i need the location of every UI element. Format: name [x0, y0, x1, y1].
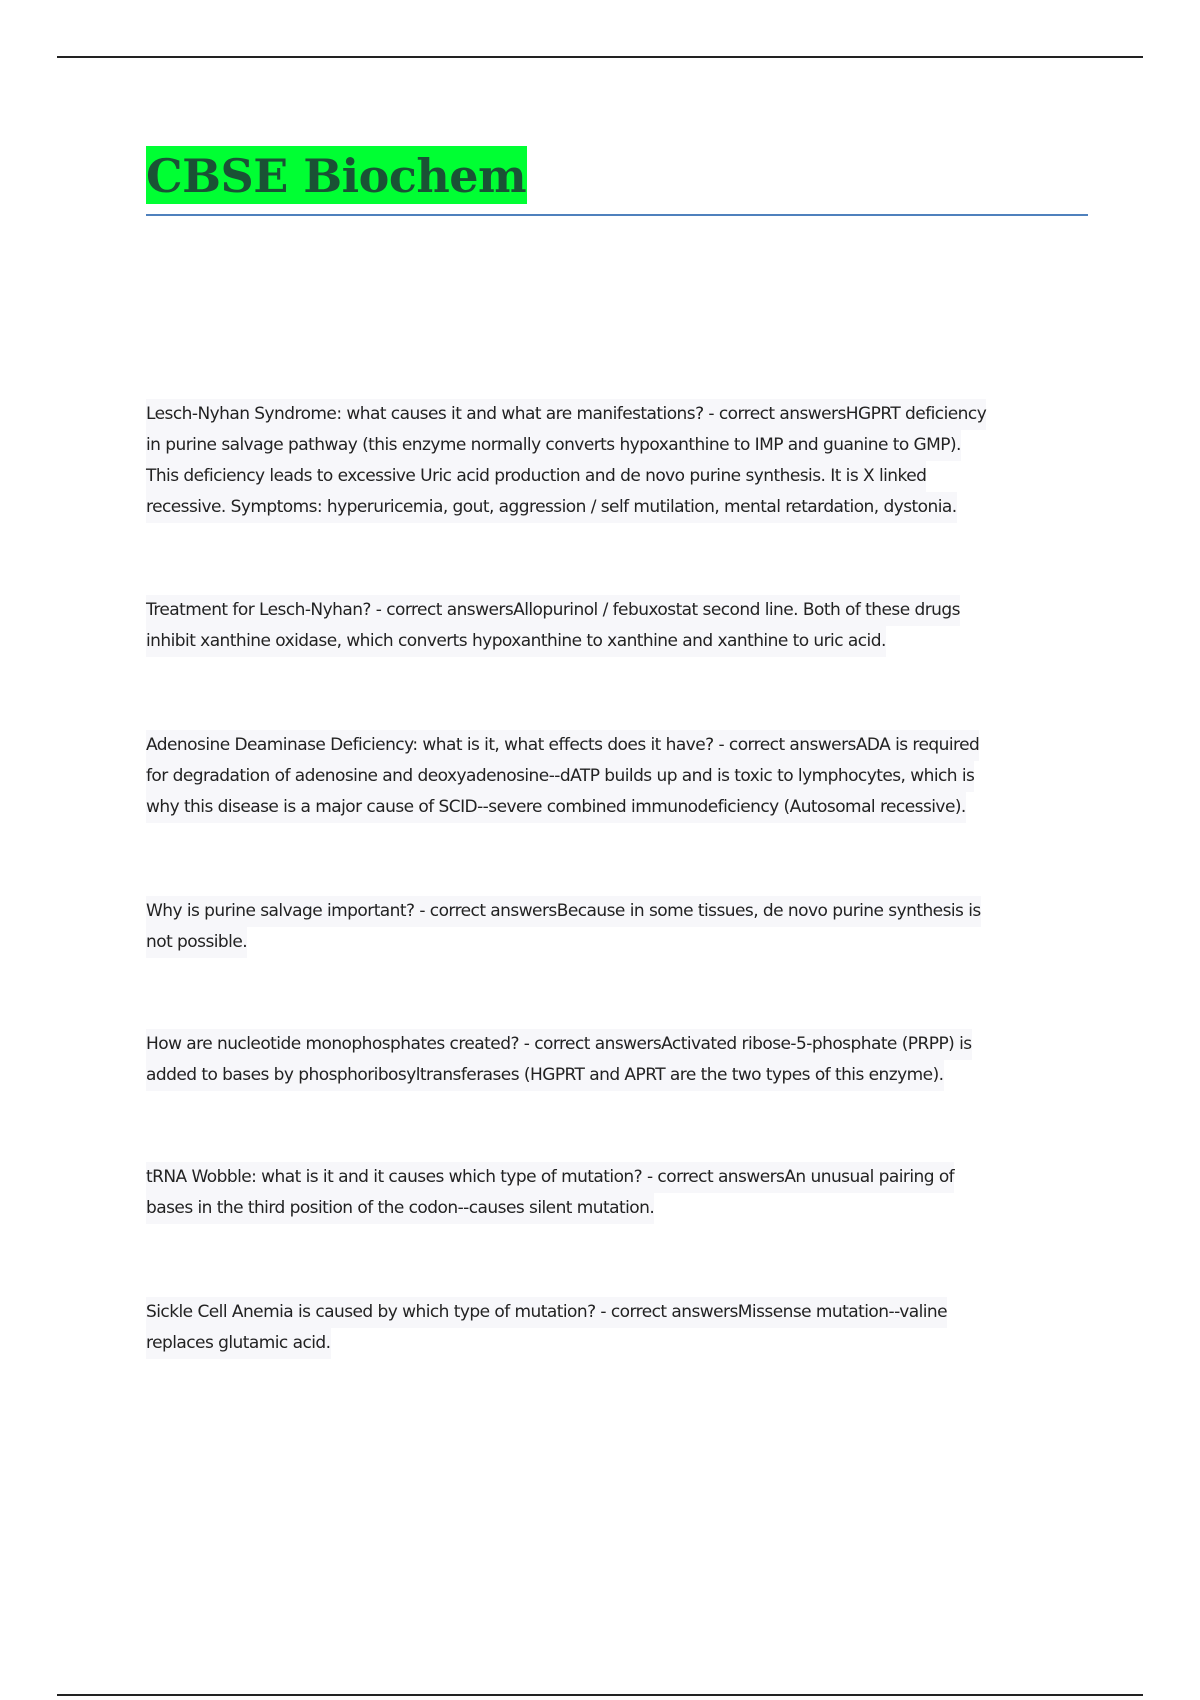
text-line: Treatment for Lesch-Nyhan? - correct answersAllopurinol / febuxostat second line. Both of these drugs: [146, 595, 960, 626]
text-line: not possible.: [146, 927, 247, 958]
qa-trna-wobble: [146, 1162, 1096, 1224]
text-line: in purine salvage pathway (this enzyme normally converts hypoxanthine to IMP and guanine to GMP).: [146, 430, 961, 461]
document-title: CBSE Biochem: [146, 146, 527, 204]
text-line: replaces glutamic acid.: [146, 1328, 331, 1359]
text-line: bases in the third position of the codon--causes silent mutation.: [146, 1193, 654, 1224]
qa-lesch-nyhan: [146, 399, 1096, 523]
text-line: for degradation of adenosine and deoxyadenosine--dATP builds up and is toxic to lymphocytes, which is: [146, 761, 974, 792]
text-line: added to bases by phosphoribosyltransferases (HGPRT and APRT are the two types of this enzyme).: [146, 1060, 944, 1091]
qa-ada-deficiency: [146, 730, 1096, 823]
text-line: recessive. Symptoms: hyperuricemia, gout, aggression / self mutilation, mental retardation, dystonia.: [146, 492, 957, 523]
text-line: inhibit xanthine oxidase, which converts hypoxanthine to xanthine and xanthine to uric acid.: [146, 626, 886, 657]
text-line: Sickle Cell Anemia is caused by which type of mutation? - correct answersMissense mutation--valine: [146, 1297, 947, 1328]
text-line: This deficiency leads to excessive Uric acid production and de novo purine synthesis. It is X linked: [146, 461, 926, 492]
text-line: why this disease is a major cause of SCID--severe combined immunodeficiency (Autosomal recessive).: [146, 792, 966, 823]
text-line: tRNA Wobble: what is it and it causes which type of mutation? - correct answersAn unusual pairing of: [146, 1162, 954, 1193]
qa-sickle-cell: [146, 1297, 1096, 1359]
page-top-rule: [57, 56, 1143, 58]
text-line: Why is purine salvage important? - correct answersBecause in some tissues, de novo purine synthesis is: [146, 896, 981, 927]
qa-nucleotide-monophosphates: [146, 1029, 1096, 1091]
text-line: Lesch-Nyhan Syndrome: what causes it and what are manifestations? - correct answersHGPRT deficiency: [146, 399, 986, 430]
title-underline: [146, 214, 1088, 216]
text-line: Adenosine Deaminase Deficiency: what is it, what effects does it have? - correct answersADA is required: [146, 730, 979, 761]
qa-purine-salvage: [146, 896, 1096, 958]
qa-lesch-nyhan-treatment: [146, 595, 1096, 657]
text-line: How are nucleotide monophosphates created? - correct answersActivated ribose-5-phosphate (PRPP) is: [146, 1029, 972, 1060]
page-bottom-rule: [57, 1694, 1143, 1696]
